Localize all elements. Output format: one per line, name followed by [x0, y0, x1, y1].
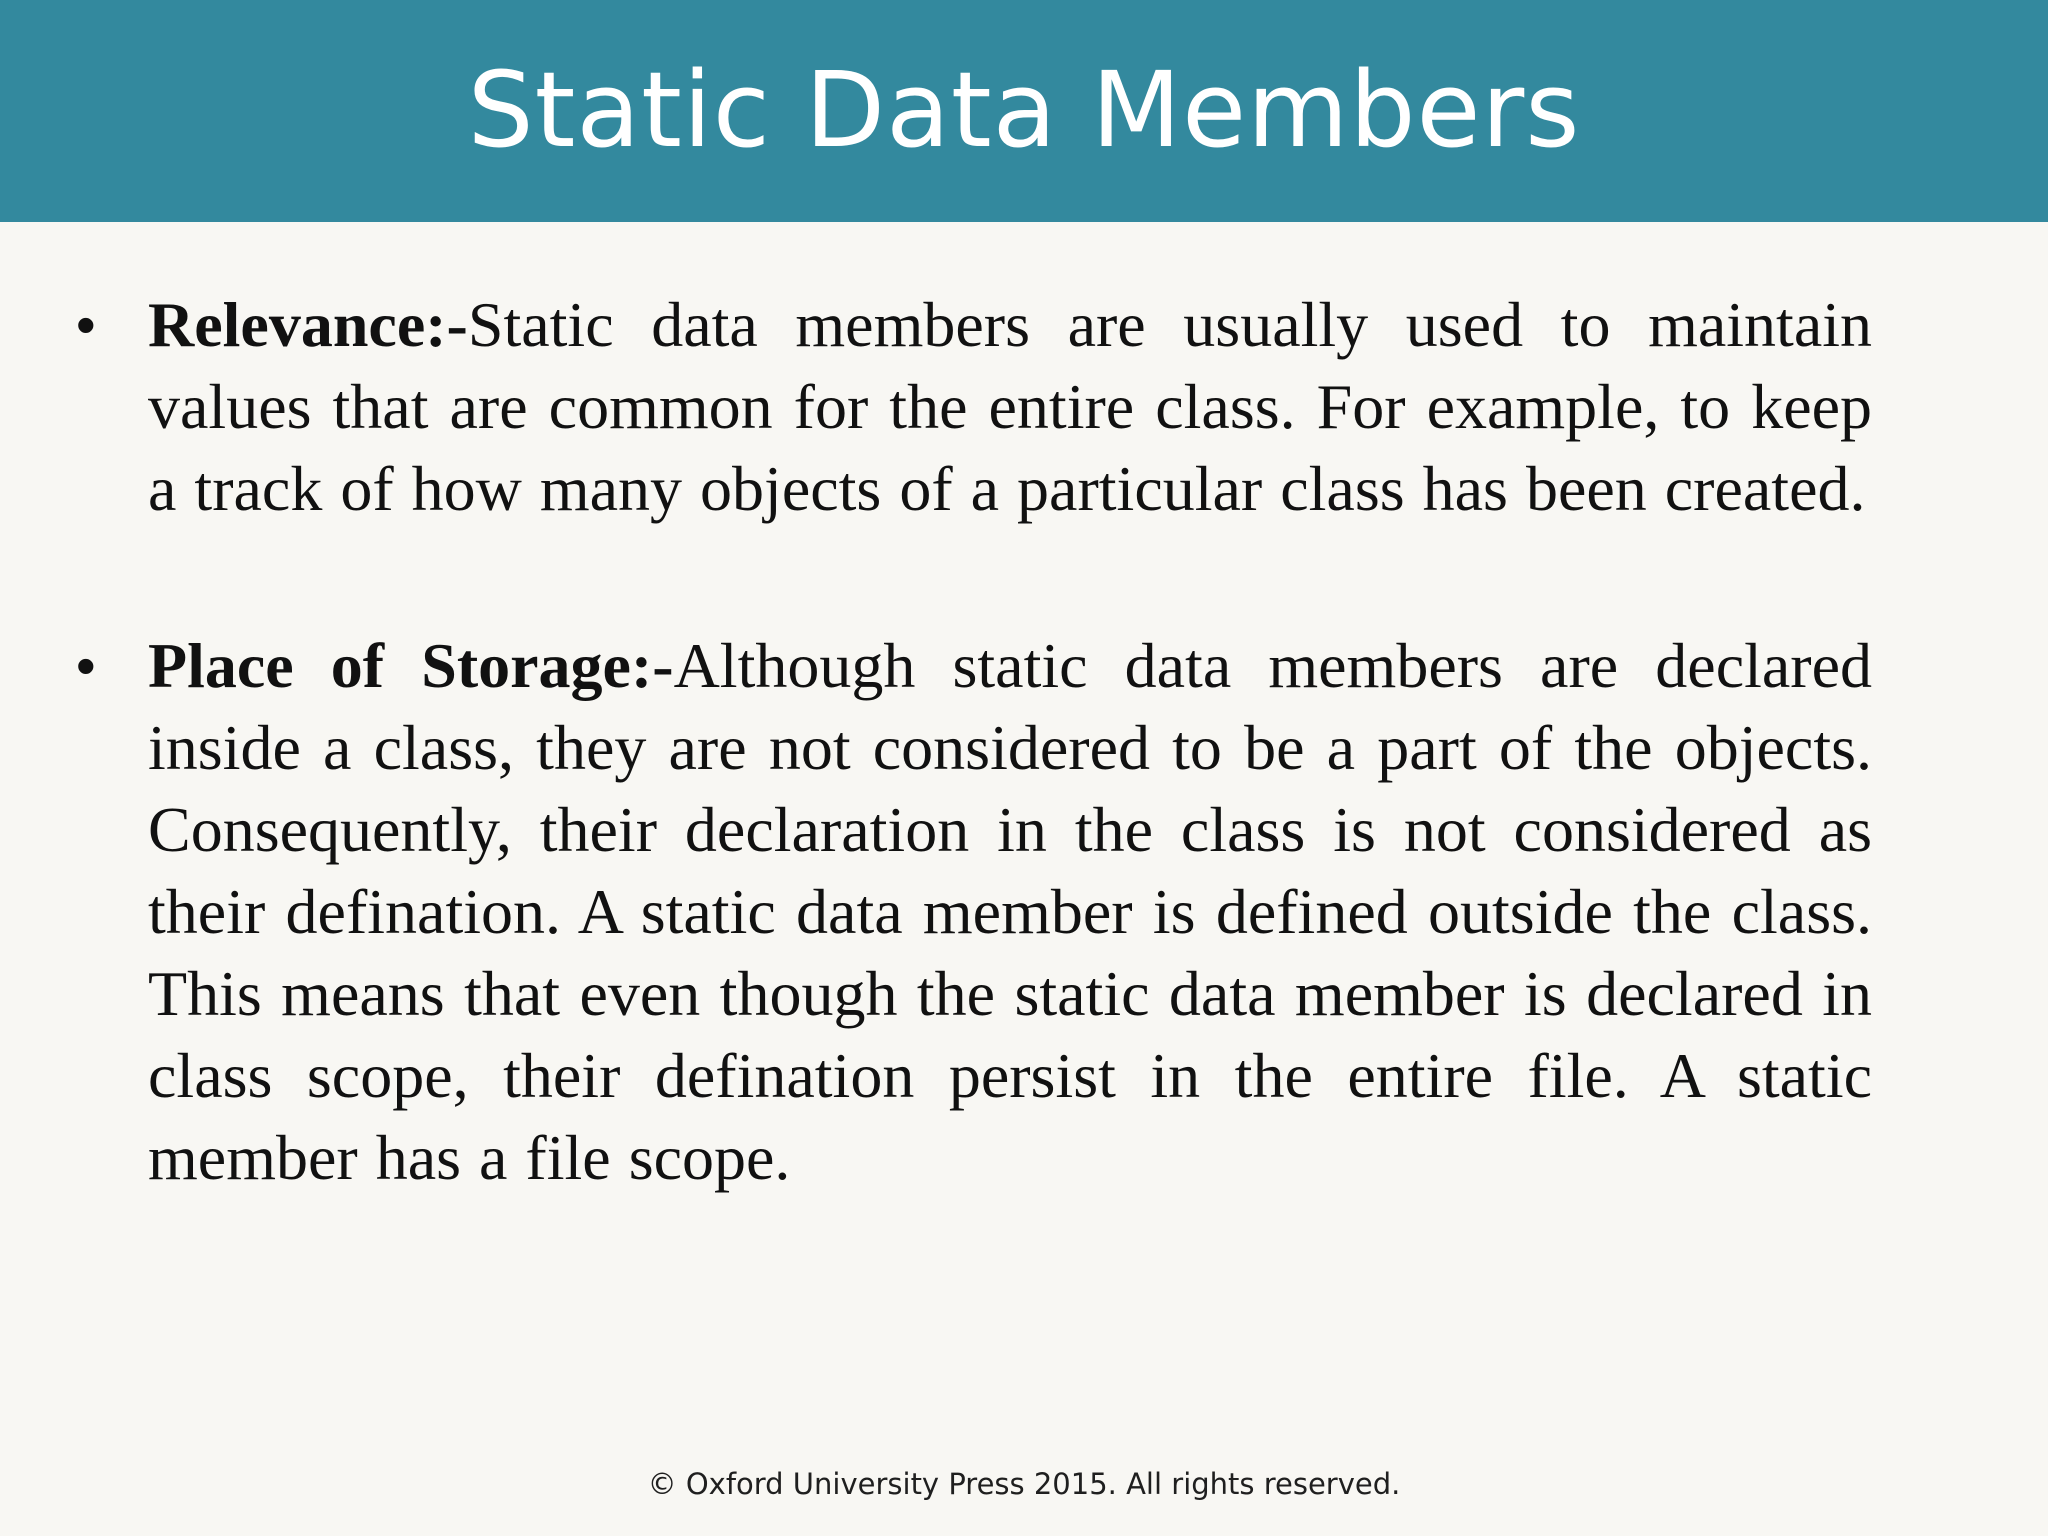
- bullet-text: Static data members are usually used to maintain values that are common for the entire class. For example, to keep a track of how many objects of a particular class has been created.: [148, 289, 1872, 524]
- title-bar: [0, 0, 2048, 222]
- bullet-term: Relevance:-: [148, 289, 468, 360]
- bullet-text: Although static data members are declared inside a class, they are not considered to be a part of the objects. Consequently, their declaration in the class is not considered as their defination. A static data member is defined outside the class. This means that even though the static data member is declared in class scope, their defination persist in the entire file. A static member has a file scope.: [148, 630, 1873, 1193]
- slide-title: Static Data Members: [467, 49, 1581, 171]
- bullet-icon: •: [76, 634, 96, 697]
- slide-content: [0, 280, 2048, 1280]
- bullet-icon: •: [76, 293, 96, 356]
- bullet-relevance: [76, 284, 1872, 530]
- bullet-place-of-storage: [76, 625, 1873, 1199]
- bullet-term: Place of Storage:-: [148, 630, 674, 701]
- copyright-footer: © Oxford University Press 2015. All rights reserved.: [647, 1467, 1401, 1501]
